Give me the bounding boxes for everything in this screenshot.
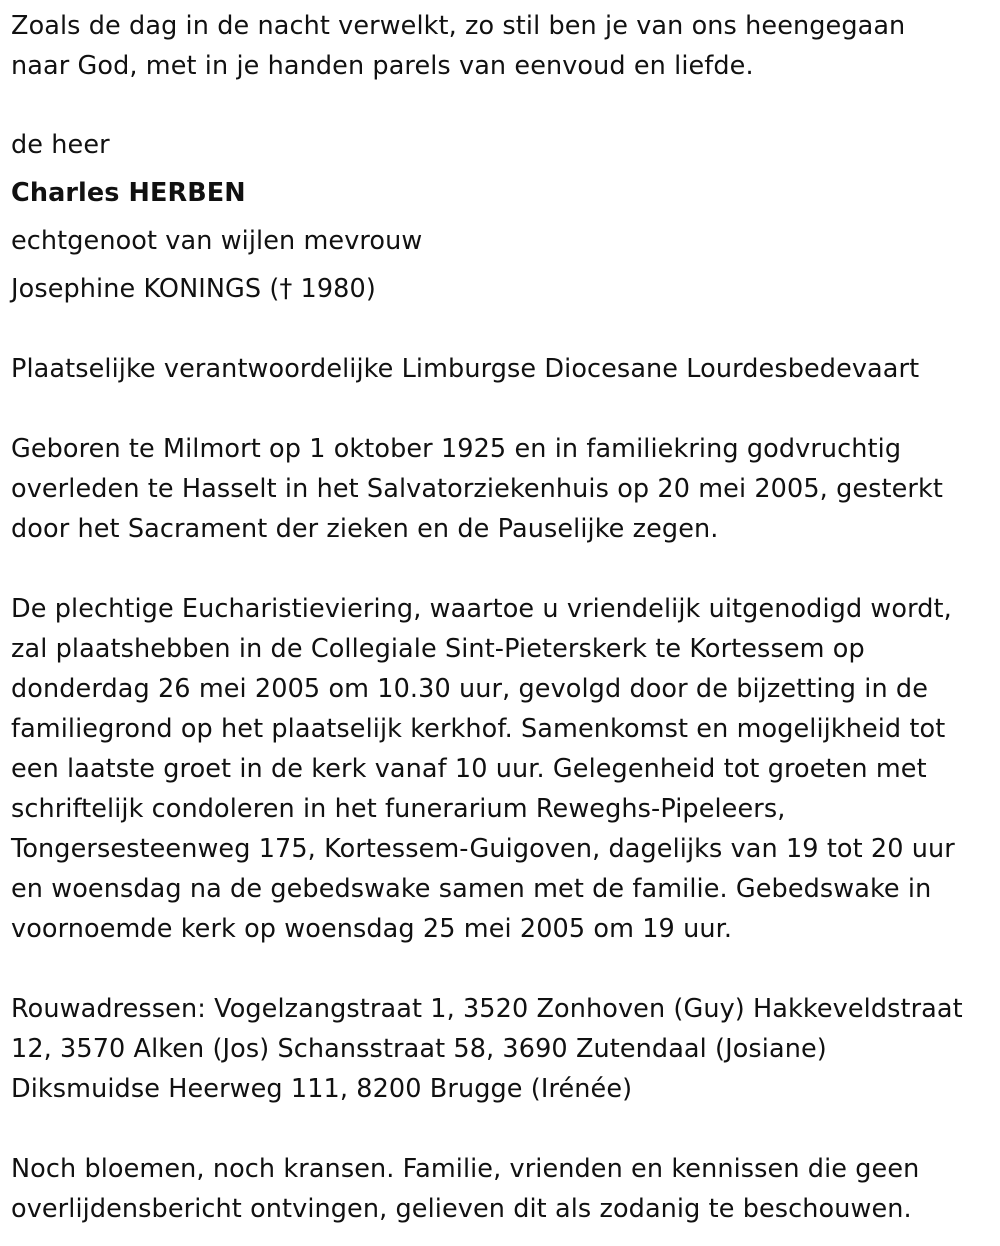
- service-line: en woensdag na de gebedswake samen met de familie. Gebedswake in: [11, 874, 932, 904]
- birth-line: overleden te Hasselt in het Salvatorziekenhuis op 20 mei 2005, gesterkt: [11, 474, 943, 504]
- service-line: schriftelijk condoleren in het funerarium Reweghs-Pipeleers,: [11, 794, 786, 824]
- role-text: Plaatselijke verantwoordelijke Limburgse Diocesane Lourdesbedevaart: [11, 354, 920, 384]
- closing-line: Noch bloemen, noch kransen. Familie, vrienden en kennissen die geen: [11, 1154, 920, 1184]
- person-title: de heer: [11, 130, 110, 160]
- spouse-line: echtgenoot van wijlen mevrouw: [11, 226, 423, 256]
- service-line: zal plaatshebben in de Collegiale Sint-Pieterskerk te Kortessem op: [11, 634, 865, 664]
- birth-line: door het Sacrament der zieken en de Pauselijke zegen.: [11, 514, 719, 544]
- birth-paragraph: [11, 429, 943, 549]
- person-name: Charles HERBEN: [11, 178, 246, 208]
- address-line: 12, 3570 Alken (Jos) Schansstraat 58, 3690 Zutendaal (Josiane): [11, 1034, 827, 1064]
- spouse-death-year: 1980): [292, 274, 376, 304]
- address-line: Diksmuidse Heerweg 111, 8200 Brugge (Irénée): [11, 1074, 633, 1104]
- service-line: familiegrond op het plaatselijk kerkhof. Samenkomst en mogelijkheid tot: [11, 714, 946, 744]
- cross-icon: †: [279, 274, 293, 304]
- address-line: Rouwadressen: Vogelzangstraat 1, 3520 Zonhoven (Guy) Hakkeveldstraat: [11, 994, 963, 1024]
- service-line: De plechtige Eucharistieviering, waartoe u vriendelijk uitgenodigd wordt,: [11, 594, 952, 624]
- intro-line: Zoals de dag in de nacht verwelkt, zo stil ben je van ons heengegaan: [11, 11, 906, 41]
- service-paragraph: [11, 589, 955, 949]
- addresses-paragraph: [11, 989, 963, 1109]
- closing-paragraph: [11, 1149, 919, 1229]
- service-line: donderdag 26 mei 2005 om 10.30 uur, gevolgd door de bijzetting in de: [11, 674, 928, 704]
- spouse-name-line: [11, 269, 376, 309]
- service-line: een laatste groet in de kerk vanaf 10 uur. Gelegenheid tot groeten met: [11, 754, 927, 784]
- intro-line: naar God, met in je handen parels van eenvoud en liefde.: [11, 51, 754, 81]
- closing-line: overlijdensbericht ontvingen, gelieven dit als zodanig te beschouwen.: [11, 1194, 912, 1224]
- intro-poem: [11, 6, 905, 86]
- service-line: Tongersesteenweg 175, Kortessem-Guigoven, dagelijks van 19 tot 20 uur: [11, 834, 955, 864]
- birth-line: Geboren te Milmort op 1 oktober 1925 en in familiekring godvruchtig: [11, 434, 902, 464]
- spouse-name: Josephine KONINGS (: [11, 274, 280, 304]
- service-line: voornoemde kerk op woensdag 25 mei 2005 om 19 uur.: [11, 914, 733, 944]
